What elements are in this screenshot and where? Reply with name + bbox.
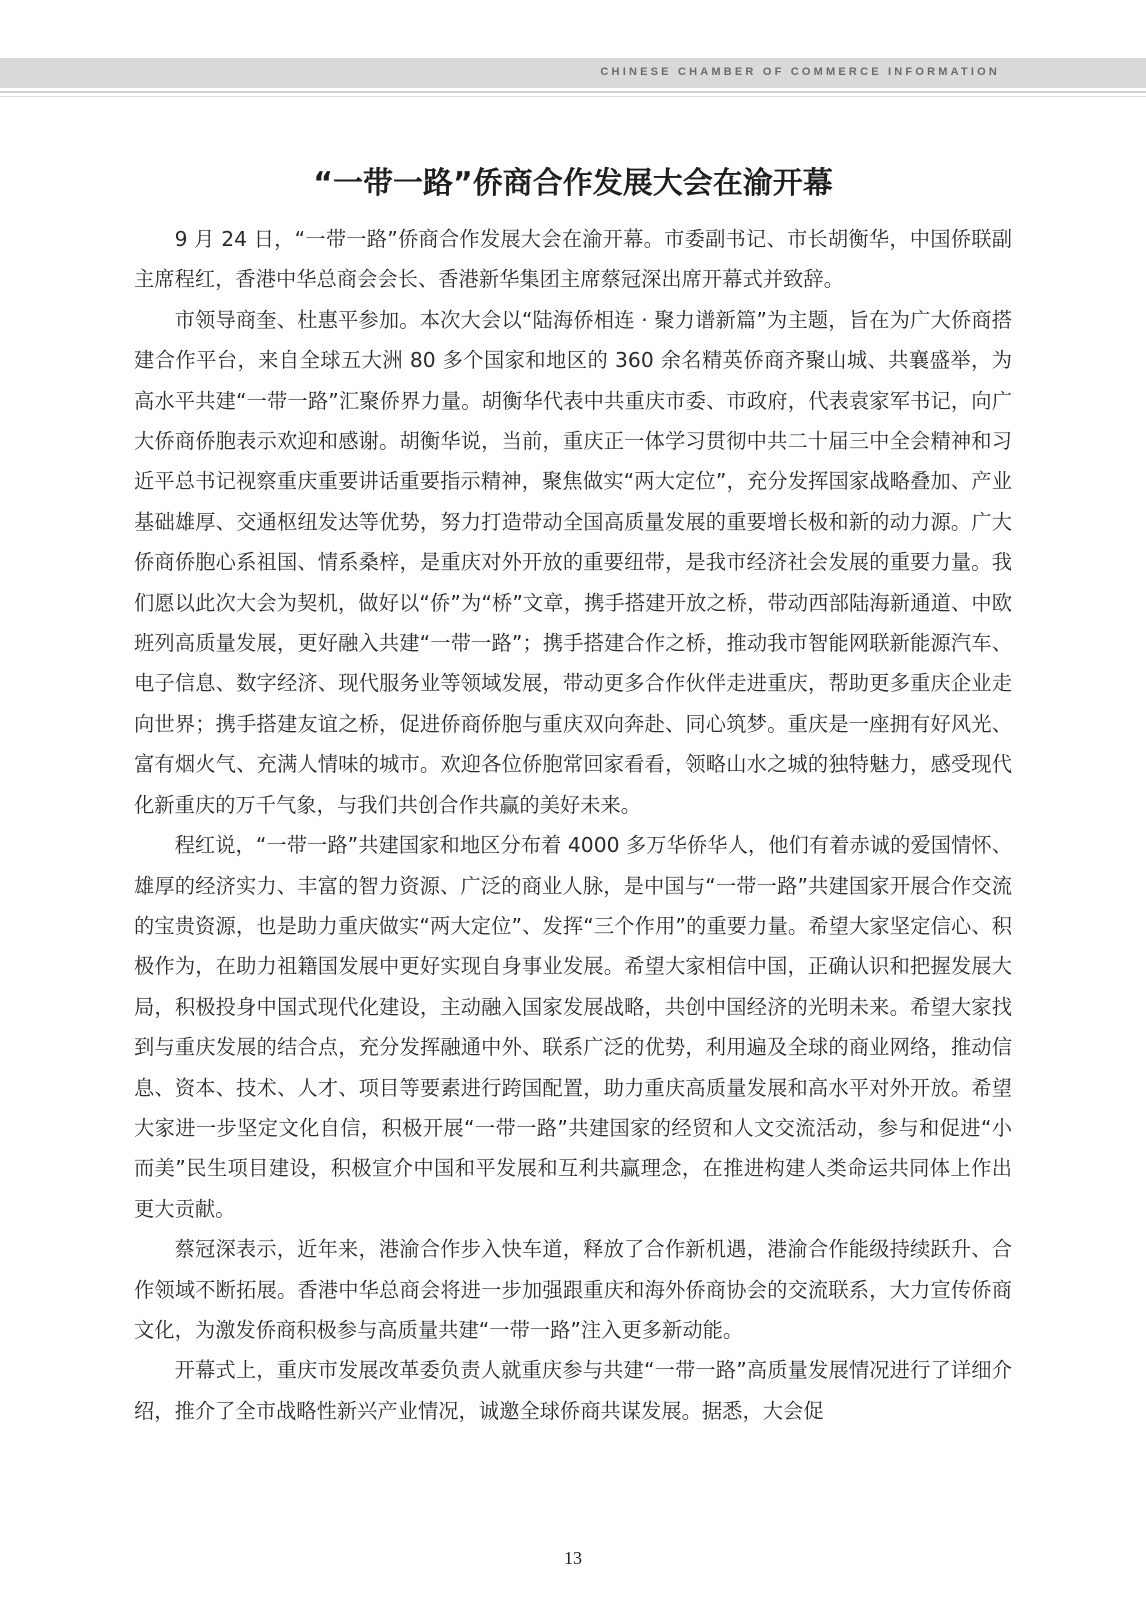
article-paragraph: 蔡冠深表示，近年来，港渝合作步入快车道，释放了合作新机遇，港渝合作能级持续跃升、合作领域不断拓展。香港中华总商会将进一步加强跟重庆和海外侨商协会的交流联系，大力宣传侨商文化，为激发侨商积极参与高质量共建“一带一路”注入更多新动能。 — [134, 1237, 1012, 1342]
article-body — [134, 219, 1012, 1431]
article-paragraph: 9 月 24 日，“一带一路”侨商合作发展大会在渝开幕。市委副书记、市长胡衡华，中国侨联副主席程红，香港中华总商会会长、香港新华集团主席蔡冠深出席开幕式并致辞。 — [134, 227, 1012, 292]
article-title: “一带一路”侨商合作发展大会在渝开幕 — [313, 166, 833, 201]
article-paragraph: 市领导商奎、杜惠平参加。本次大会以“陆海侨相连 · 聚力谱新篇”为主题，旨在为广大侨商搭建合作平台，来自全球五大洲 80 多个国家和地区的 360 余名精英侨商齐聚山城、共襄盛举，为高水平共建“一带一路”汇聚侨界力量。胡衡华代表中共重庆市委、市政府，代表袁家军书记，向广大侨商侨胞表示欢迎和感谢。胡衡华说，当前，重庆正一体学习贯彻中共二十届三中全会精神和习近平总书记视察重庆重要讲话重要指示精神，聚焦做实“两大定位”，充分发挥国家战略叠加、产业基础雄厚、交通枢纽发达等优势，努力打造带动全国高质量发展的重要增长极和新的动力源。广大侨商侨胞心系祖国、情系桑梓，是重庆对外开放的重要纽带，是我市经济社会发展的重要力量。我们愿以此次大会为契机，做好以“侨”为“桥”文章，携手搭建开放之桥，带动西部陆海新通道、中欧班列高质量发展，更好融入共建“一带一路”；携手搭建合作之桥，推动我市智能网联新能源汽车、电子信息、数字经济、现代服务业等领域发展，带动更多合作伙伴走进重庆，帮助更多重庆企业走向世界；携手搭建友谊之桥，促进侨商侨胞与重庆双向奔赴、同心筑梦。重庆是一座拥有好风光、富有烟火气、充满人情味的城市。欢迎各位侨胞常回家看看，领略山水之城的独特魅力，感受现代化新重庆的万千气象，与我们共创合作共赢的美好未来。 — [134, 307, 1012, 817]
page-number: 13 — [564, 1548, 582, 1568]
article-paragraph: 开幕式上，重庆市发展改革委负责人就重庆参与共建“一带一路”高质量发展情况进行了详细介绍，推介了全市战略性新兴产业情况，诚邀全球侨商共谋发展。据悉，大会促 — [134, 1358, 1012, 1423]
article-paragraph: 程红说，“一带一路”共建国家和地区分布着 4000 多万华侨华人，他们有着赤诚的爱国情怀、雄厚的经济实力、丰富的智力资源、广泛的商业人脉，是中国与“一带一路”共建国家开展合作交流的宝贵资源，也是助力重庆做实“两大定位”、发挥“三个作用”的重要力量。希望大家坚定信心、积极作为，在助力祖籍国发展中更好实现自身事业发展。希望大家相信中国，正确认识和把握发展大局，积极投身中国式现代化建设，主动融入国家发展战略，共创中国经济的光明未来。希望大家找到与重庆发展的结合点，充分发挥融通中外、联系广泛的优势，利用遍及全球的商业网络，推动信息、资本、技术、人才、项目等要素进行跨国配置，助力重庆高质量发展和高水平对外开放。希望大家进一步坚定文化自信，积极开展“一带一路”共建国家的经贸和人文交流活动，参与和促进“小而美”民生项目建设，积极宣介中国和平发展和互利共赢理念，在推进构建人类命运共同体上作出更大贡献。 — [134, 833, 1012, 1221]
publication-header: CHINESE CHAMBER OF COMMERCE INFORMATION — [600, 66, 1000, 78]
header-divider-thin — [0, 96, 1146, 97]
header-divider — [0, 91, 1146, 93]
